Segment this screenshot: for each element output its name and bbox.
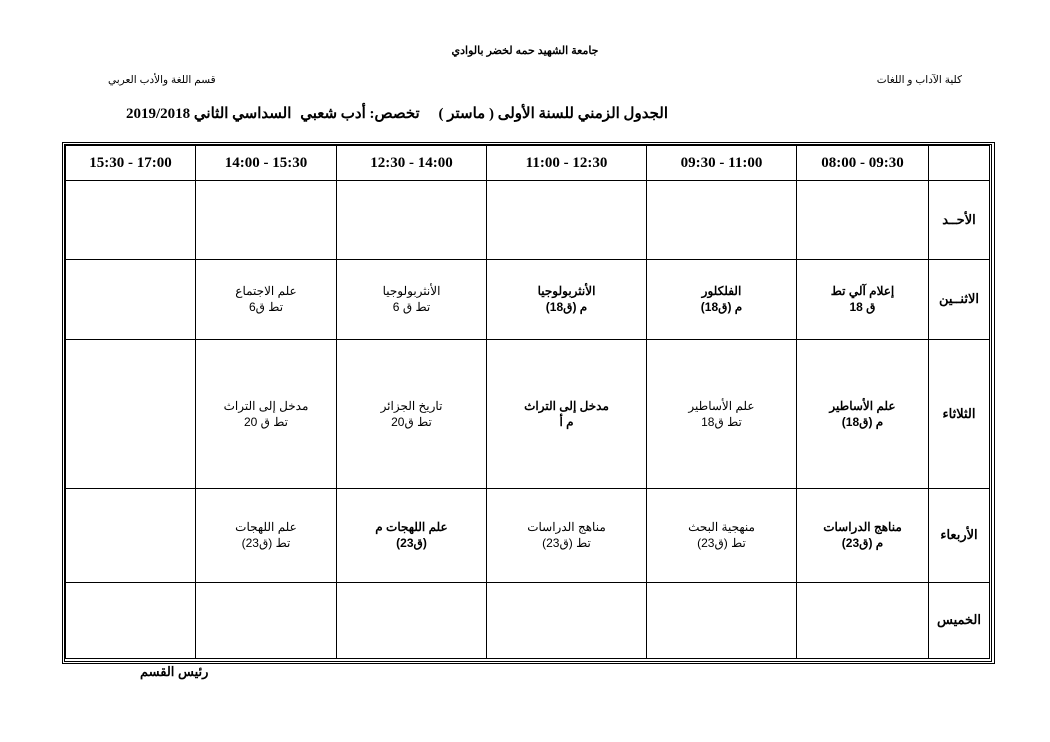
course-room: م (ق18) xyxy=(700,300,743,315)
schedule-cell xyxy=(487,582,647,658)
schedule-cell xyxy=(797,181,929,260)
course-room: م (ق18) xyxy=(545,300,588,315)
schedule-cell xyxy=(337,260,487,339)
course-entry xyxy=(337,519,486,551)
course-entry xyxy=(797,519,928,551)
course-room: تط ق20 xyxy=(391,414,432,429)
day-name: الأربعاء xyxy=(929,489,990,582)
schedule-cell xyxy=(797,489,929,582)
schedule-cell xyxy=(66,260,196,339)
course-entry xyxy=(196,519,336,551)
course-name: الأنثربولوجيا xyxy=(537,284,596,299)
corner-cell xyxy=(929,146,990,181)
time-header-row xyxy=(66,146,990,181)
course-name: منهجية البحث xyxy=(688,520,755,535)
day-row xyxy=(66,181,990,260)
course-name: مدخل إلى التراث xyxy=(223,398,309,413)
department-name: قسم اللغة والأدب العربي xyxy=(108,74,216,86)
day-name: الأحــد xyxy=(929,181,990,260)
schedule-cell xyxy=(337,339,487,489)
schedule-cell xyxy=(66,582,196,658)
course-name: علم اللهجات م xyxy=(375,520,448,535)
day-row xyxy=(66,339,990,489)
course-name: الأنثربولوجيا xyxy=(382,284,441,299)
course-room: تط (ق23) xyxy=(697,536,746,551)
university-name: جامعة الشهيد حمه لخضر بالوادي xyxy=(451,45,599,57)
specialty: تخصص: أدب شعبي xyxy=(300,106,420,122)
course-name: مدخل إلى التراث xyxy=(524,398,609,413)
course-name: علم الأساطير xyxy=(688,398,755,413)
course-room: تط (ق23) xyxy=(241,536,291,551)
course-entry xyxy=(337,398,486,430)
course-room: تط ق18 xyxy=(701,414,742,429)
course-room: تط ق 20 xyxy=(243,414,289,429)
schedule-cell xyxy=(337,181,487,260)
course-entry xyxy=(487,519,646,551)
course-entry xyxy=(337,283,486,315)
course-name: مناهج الدراسات xyxy=(527,520,606,535)
schedule-cell xyxy=(647,339,797,489)
course-room: م أ xyxy=(559,414,574,429)
time-slot-2: 09:30 - 11:00 xyxy=(647,146,797,181)
schedule-cell xyxy=(196,339,337,489)
schedule-cell xyxy=(487,489,647,582)
semester: السداسي الثاني 2019/2018 xyxy=(126,106,292,122)
course-room: م (ق23) xyxy=(841,536,884,551)
schedule-cell xyxy=(66,181,196,260)
schedule-cell xyxy=(196,582,337,658)
time-slot-5: 14:00 - 15:30 xyxy=(196,146,337,181)
day-name: الخميس xyxy=(929,582,990,658)
course-name: علم اللهجات xyxy=(235,520,297,535)
course-entry xyxy=(196,283,336,315)
time-slot-3: 11:00 - 12:30 xyxy=(487,146,647,181)
schedule-cell xyxy=(797,339,929,489)
time-slot-1: 08:00 - 09:30 xyxy=(797,146,929,181)
course-entry xyxy=(797,283,928,315)
course-name: علم الاجتماع xyxy=(235,284,297,299)
schedule-title-text: الجدول الزمني للسنة الأولى ( ماستر ) xyxy=(438,106,668,122)
schedule-cell xyxy=(487,339,647,489)
course-entry xyxy=(487,398,646,430)
day-row xyxy=(66,582,990,658)
schedule-cell xyxy=(487,181,647,260)
course-entry xyxy=(647,398,796,430)
course-room: (ق23) xyxy=(396,536,427,551)
timetable xyxy=(65,145,990,659)
course-room: تط (ق23) xyxy=(542,536,591,551)
schedule-cell xyxy=(66,489,196,582)
schedule-cell xyxy=(337,582,487,658)
schedule-cell xyxy=(797,260,929,339)
schedule-cell xyxy=(196,489,337,582)
schedule-cell xyxy=(647,260,797,339)
course-entry xyxy=(647,283,796,315)
course-entry xyxy=(487,283,646,315)
time-slot-4: 12:30 - 14:00 xyxy=(337,146,487,181)
course-name: تاريخ الجزائر xyxy=(380,398,443,413)
schedule-cell xyxy=(647,489,797,582)
course-room: م (ق18) xyxy=(841,414,884,429)
course-name: الفلكلور xyxy=(701,284,742,299)
course-entry xyxy=(196,398,336,430)
schedule-title xyxy=(300,104,668,123)
course-room: تط ق6 xyxy=(248,300,284,315)
course-room: تط ق 6 xyxy=(392,300,431,315)
course-name: إعلام آلي تط xyxy=(830,284,895,299)
course-room: ق 18 xyxy=(849,300,876,315)
schedule-cell xyxy=(196,260,337,339)
schedule-cell xyxy=(196,181,337,260)
schedule-cell xyxy=(487,260,647,339)
faculty-name: كلية الآداب و اللغات xyxy=(876,74,962,86)
day-name: الاثنــين xyxy=(929,260,990,339)
department-head-signature: رئيس القسم xyxy=(140,664,209,679)
day-name: الثلاثاء xyxy=(929,339,990,489)
schedule-cell xyxy=(337,489,487,582)
course-name: علم الأساطير xyxy=(829,398,896,413)
day-row xyxy=(66,260,990,339)
course-entry xyxy=(797,398,928,430)
course-name: مناهج الدراسات xyxy=(823,520,902,535)
schedule-cell xyxy=(647,181,797,260)
time-slot-6: 15:30 - 17:00 xyxy=(66,146,196,181)
schedule-cell xyxy=(797,582,929,658)
day-row xyxy=(66,489,990,582)
course-entry xyxy=(647,519,796,551)
schedule-cell xyxy=(647,582,797,658)
schedule-cell xyxy=(66,339,196,489)
